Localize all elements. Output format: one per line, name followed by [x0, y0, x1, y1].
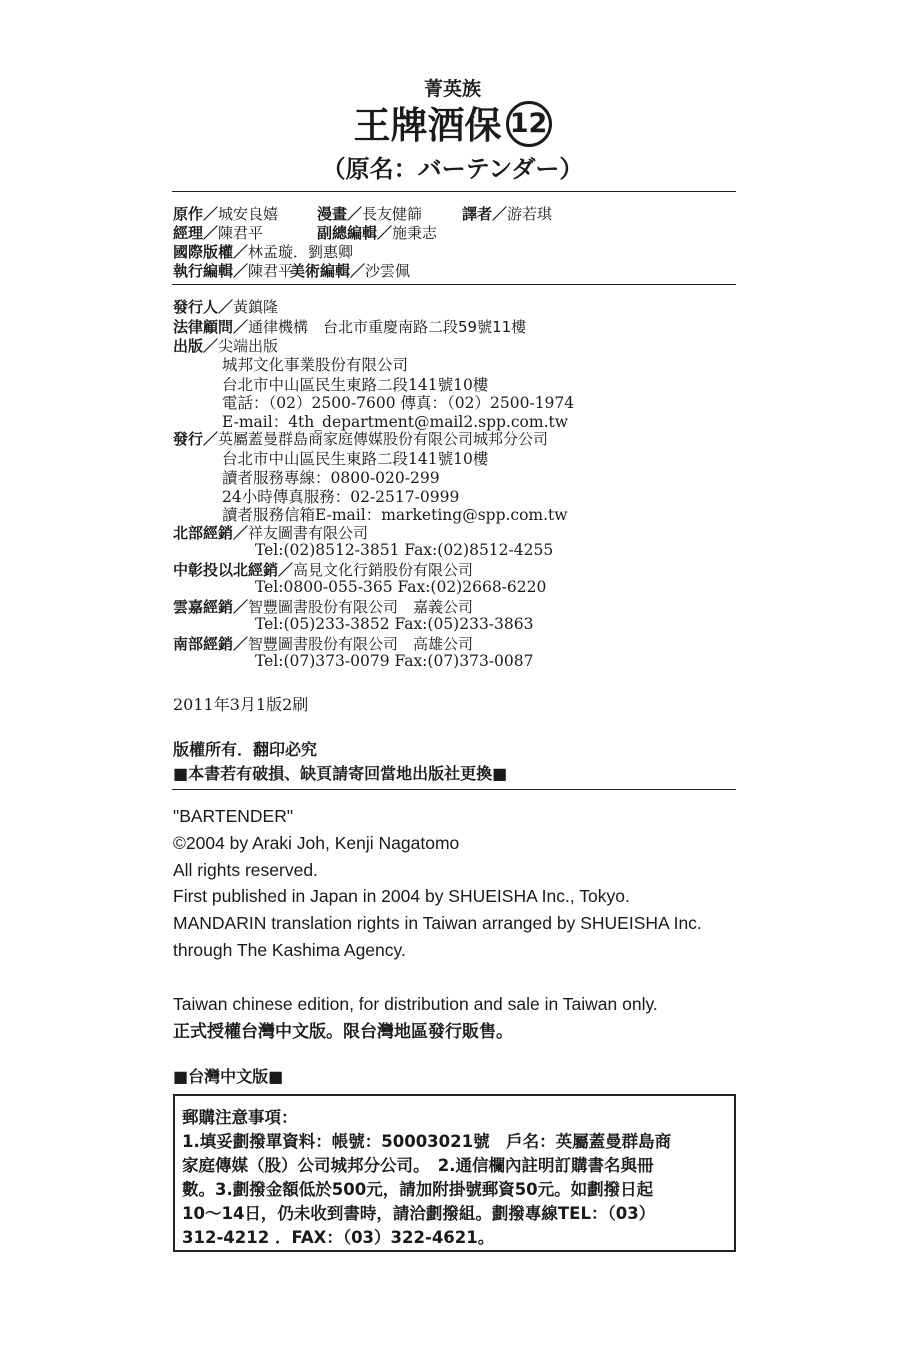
- mail-order-line-4: 10～14日，仍未收到書時，請洽劃撥組。劃撥專線TEL：（03）: [182, 1204, 656, 1223]
- mail-order-line-2: 家庭傳媒（股）公司城邦分公司。 2.通信欄內註明訂購書名與冊: [182, 1156, 654, 1175]
- press-company: 城邦文化事業股份有限公司: [222, 356, 409, 374]
- region-south: [173, 633, 473, 654]
- book-title-text: 王牌酒保: [353, 104, 502, 147]
- credit-name: 長友健篩: [362, 205, 423, 223]
- credit-name: 施秉志: [392, 224, 438, 242]
- mail-order-line-1: 1.填妥劃撥單資料：帳號：50003021號 戶名：英屬蓋曼群島商: [182, 1132, 672, 1151]
- credit-role: 執行編輯／: [173, 262, 249, 280]
- region-name: 智豐圖書股份有限公司 嘉義公司: [248, 598, 474, 616]
- rights-reserved: 版權所有．翻印必究: [173, 740, 318, 759]
- distrib-line: [173, 428, 548, 449]
- credit-role: 原作／: [173, 205, 219, 223]
- divider-credits: [172, 284, 736, 285]
- credit-row-3: [173, 241, 353, 262]
- region-name: 智豐圖書股份有限公司 高雄公司: [248, 635, 474, 653]
- damage-return-notice: ■本書若有破損、缺頁請寄回當地出版社更換■: [173, 764, 508, 783]
- series-name: 菁英族: [423, 78, 481, 100]
- english-copyright: ©2004 by Araki Joh, Kenji Nagatomo: [173, 833, 460, 853]
- region-name: 祥友圖書有限公司: [248, 524, 369, 542]
- mail-order-line-5: 312-4212 ．FAX：（03）322-4621。: [182, 1228, 495, 1247]
- region-chiayi: [173, 596, 473, 617]
- credit-role: 副總編輯／: [317, 224, 393, 242]
- issuer-label: 發行人／: [173, 298, 234, 316]
- legal-label: 法律顧問／: [173, 318, 249, 336]
- english-translation-rights: MANDARIN translation rights in Taiwan arranged by SHUEISHA Inc.: [173, 913, 702, 933]
- distrib-name: 英屬蓋曼群島商家庭傳媒股份有限公司城邦分公司: [218, 430, 549, 448]
- credit-name: 林孟璇．劉惠卿: [248, 243, 354, 261]
- region-label: 中彰投以北經銷／: [173, 561, 294, 579]
- credit-role: 國際版權／: [173, 243, 249, 261]
- english-original-title: "BARTENDER": [173, 806, 294, 826]
- press-label: 出版／: [173, 337, 219, 355]
- credit-role: 譯者／: [462, 205, 508, 223]
- divider-top: [172, 191, 736, 192]
- english-rights: All rights reserved.: [173, 860, 318, 880]
- mail-order-title: 郵購注意事項：: [182, 1108, 298, 1127]
- credit-row-1b: [317, 203, 422, 224]
- taiwan-edition-english: Taiwan chinese edition, for distribution and sale in Taiwan only.: [173, 994, 658, 1014]
- press-address: 台北市中山區民生東路二段141號10樓: [222, 376, 489, 394]
- credit-row-2b: [317, 222, 437, 243]
- volume-number-circle: 12: [506, 101, 552, 147]
- divider-english: [172, 789, 736, 790]
- region-central-contact: Tel:0800-055-365 Fax:(02)2668-6220: [255, 578, 547, 596]
- region-label: 北部經銷／: [173, 524, 249, 542]
- issuer-line: [173, 296, 278, 317]
- distrib-email: 讀者服務信箱E-mail：marketing@spp.com.tw: [222, 506, 568, 524]
- original-title: （原名：バーテンダー）: [321, 155, 584, 183]
- credit-name: 沙雲佩: [365, 262, 411, 280]
- credit-row-1: [173, 203, 278, 224]
- edition-info: 2011年3月1版2刷: [173, 695, 309, 714]
- credit-row-4: [173, 260, 293, 281]
- credit-name: 游若琪: [507, 205, 553, 223]
- region-north-contact: Tel:(02)8512-3851 Fax:(02)8512-4255: [255, 541, 554, 559]
- credit-role: 經理／: [173, 224, 219, 242]
- credit-name: 陳君平: [218, 224, 264, 242]
- credit-name: 陳君平: [248, 262, 294, 280]
- region-central: [173, 559, 473, 580]
- english-agency: through The Kashima Agency.: [173, 940, 406, 960]
- legal-name: 通律機構 台北市重慶南路二段59號11樓: [248, 318, 527, 336]
- press-phone: 電話：（02）2500-7600 傳真：（02）2500-1974: [222, 394, 575, 412]
- press-name: 尖端出版: [218, 337, 279, 355]
- credit-role: 漫畫／: [317, 205, 363, 223]
- distrib-address: 台北市中山區民生東路二段141號10樓: [222, 450, 489, 468]
- region-chiayi-contact: Tel:(05)233-3852 Fax:(05)233-3863: [255, 615, 534, 633]
- credit-row-2: [173, 222, 263, 243]
- distrib-hotline: 讀者服務專線：0800-020-299: [222, 469, 440, 487]
- credit-name: 城安良嬉: [218, 205, 279, 223]
- taiwan-version-label: ■台灣中文版■: [173, 1067, 284, 1086]
- issuer-name: 黃鎮隆: [233, 298, 279, 316]
- region-label: 雲嘉經銷／: [173, 598, 249, 616]
- region-label: 南部經銷／: [173, 635, 249, 653]
- distrib-label: 發行／: [173, 430, 219, 448]
- english-first-published: First published in Japan in 2004 by SHUEISHA Inc., Tokyo.: [173, 886, 630, 906]
- book-title: [0, 101, 905, 151]
- distrib-fax: 24小時傳真服務：02-2517-0999: [222, 488, 460, 506]
- region-south-contact: Tel:(07)373-0079 Fax:(07)373-0087: [255, 652, 534, 670]
- credit-row-1c: [462, 203, 552, 224]
- region-name: 高見文化行銷股份有限公司: [293, 561, 474, 579]
- press-email: E-mail：4th_department@mail2.spp.com.tw: [222, 413, 568, 431]
- credit-role: 美術編輯／: [290, 262, 366, 280]
- credit-row-4b: [290, 260, 410, 281]
- mail-order-line-3: 數。3.劃撥金額低於500元，請加附掛號郵資50元。如劃撥日起: [182, 1180, 654, 1199]
- legal-line: [173, 316, 526, 337]
- region-north: [173, 522, 368, 543]
- taiwan-edition-chinese: 正式授權台灣中文版。限台灣地區發行販售。: [173, 1022, 513, 1042]
